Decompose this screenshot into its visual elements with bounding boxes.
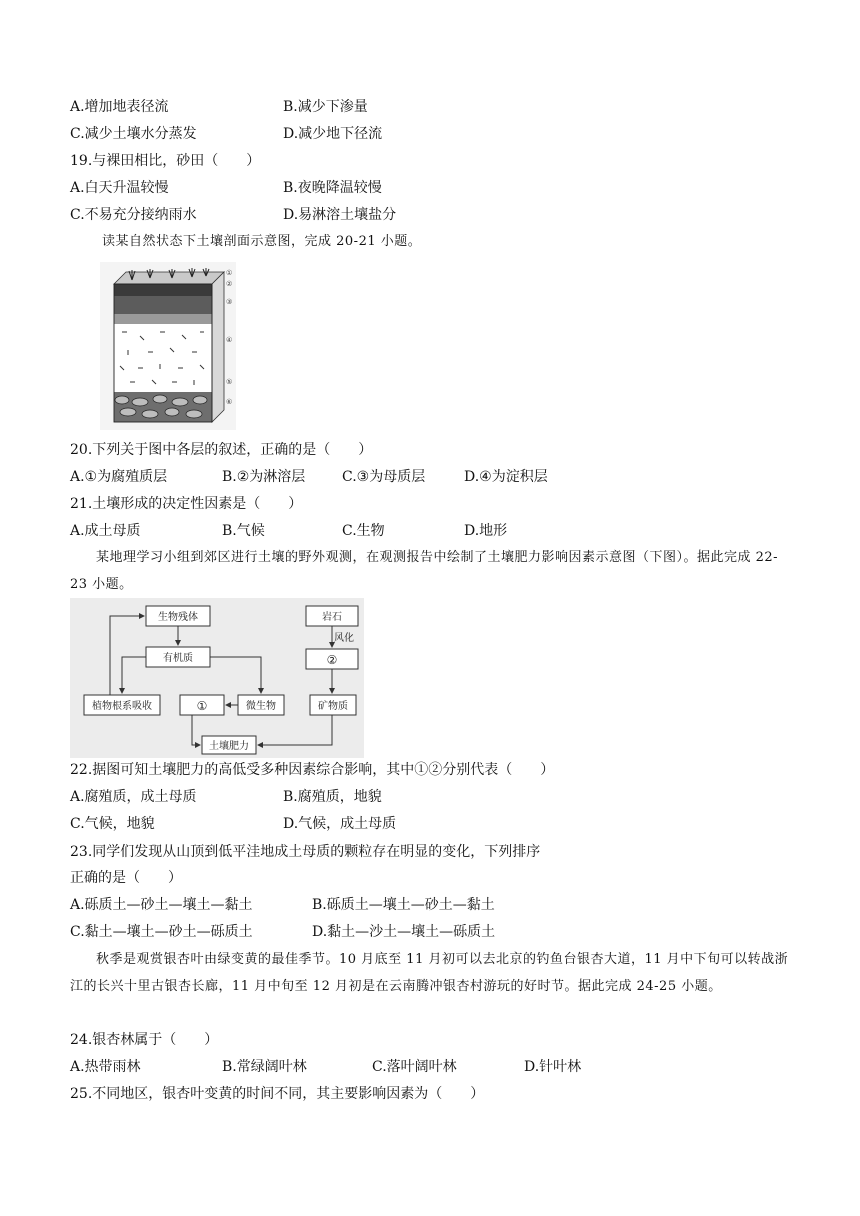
- q21-stem: 21.土壤形成的决定性因素是（ ）: [70, 496, 303, 512]
- q20-option-c: C.③为母质层: [342, 469, 426, 485]
- intro-24-25: 秋季是观赏银杏叶由绿变黄的最佳季节。10 月底至 11 月初可以去北京的钓鱼台银杏大道，11 月中下旬可以转战浙江的长兴十里古银杏长廊，11 月中旬至 12 月初是在云南腾冲银杏村游玩的好时节。据此完成 24-25 小题。: [70, 952, 789, 994]
- intro-22-23: 某地理学习小组到郊区进行土壤的野外观测，在观测报告中绘制了土壤肥力影响因素示意图（下图）。据此完成 22-23 小题。: [70, 550, 779, 592]
- intro-20-21: 读某自然状态下土壤剖面示意图，完成 20-21 小题。: [102, 234, 422, 249]
- diagram-rock: 岩石: [322, 612, 342, 623]
- soil-profile-figure: [100, 262, 236, 430]
- q20-option-d: D.④为淀积层: [464, 469, 548, 485]
- diagram-organic-matter: 有机质: [163, 653, 193, 664]
- q18-option-b: B.减少下渗量: [283, 99, 368, 115]
- q24-option-a: A.热带雨林: [70, 1059, 141, 1075]
- soil-label-2: ②: [226, 280, 233, 288]
- q19-option-d: D.易淋溶土壤盐分: [283, 207, 397, 223]
- diagram-weathering: 风化: [334, 633, 354, 644]
- q21-option-d: D.地形: [464, 523, 508, 539]
- soil-label-1: ①: [226, 269, 233, 277]
- q23-option-d: D.黏土—沙土—壤土—砾质土: [312, 924, 496, 940]
- diagram-plant-root-absorption: 植物根系吸收: [92, 701, 152, 712]
- q24-option-c: C.落叶阔叶林: [372, 1059, 457, 1075]
- q19-option-b: B.夜晚降温较慢: [283, 180, 382, 196]
- q18-option-d: D.减少地下径流: [283, 126, 383, 142]
- q23-stem-line1: 23.同学们发现从山顶到低平洼地成土母质的颗粒存在明显的变化，下列排序: [70, 844, 541, 860]
- q22-stem: 22.据图可知土壤肥力的高低受多种因素综合影响，其中①②分别代表（ ）: [70, 762, 555, 778]
- diagram-bio-remains: 生物残体: [158, 612, 198, 623]
- soil-label-4: ④: [226, 336, 233, 344]
- diagram-microbe: 微生物: [246, 701, 276, 712]
- q22-option-b: B.腐殖质，地貌: [283, 789, 382, 805]
- q19-option-a: A.白天升温较慢: [70, 180, 169, 196]
- q22-option-d: D.气候，成土母质: [283, 816, 397, 832]
- q23-option-a: A.砾质土—砂土—壤土—黏土: [70, 897, 253, 913]
- q19-stem: 19.与裸田相比，砂田（ ）: [70, 153, 261, 169]
- q23-option-c: C.黏土—壤土—砂土—砾质土: [70, 924, 253, 940]
- q24-stem: 24.银杏林属于（ ）: [70, 1032, 219, 1048]
- q25-stem: 25.不同地区，银杏叶变黄的时间不同，其主要影响因素为（ ）: [70, 1086, 485, 1102]
- diagram-circle-2: ②: [326, 653, 338, 667]
- q18-option-c: C.减少土壤水分蒸发: [70, 126, 197, 142]
- q21-option-a: A.成土母质: [70, 523, 141, 539]
- soil-fertility-diagram: [70, 598, 364, 758]
- q22-option-a: A.腐殖质，成土母质: [70, 789, 197, 805]
- q20-stem: 20.下列关于图中各层的叙述，正确的是（ ）: [70, 442, 373, 458]
- q23-stem-line2: 正确的是（ ）: [70, 870, 182, 886]
- q21-option-b: B.气候: [222, 523, 265, 539]
- q23-option-b: B.砾质土—壤土—砂土—黏土: [312, 897, 495, 913]
- q22-option-c: C.气候，地貌: [70, 816, 155, 832]
- diagram-circle-1: ①: [196, 699, 208, 713]
- q18-option-a: A.增加地表径流: [70, 99, 169, 115]
- soil-label-3: ③: [226, 298, 233, 306]
- diagram-mineral: 矿物质: [318, 701, 348, 712]
- diagram-soil-fertility: 土壤肥力: [209, 741, 249, 752]
- q21-option-c: C.生物: [342, 523, 385, 539]
- soil-label-5: ⑤: [226, 378, 233, 386]
- q24-option-d: D.针叶林: [524, 1059, 582, 1075]
- soil-label-6: ⑥: [226, 398, 233, 406]
- q20-option-a: A.①为腐殖质层: [70, 469, 168, 485]
- q20-option-b: B.②为淋溶层: [222, 469, 306, 485]
- q24-option-b: B.常绿阔叶林: [222, 1059, 307, 1075]
- q19-option-c: C.不易充分接纳雨水: [70, 207, 197, 223]
